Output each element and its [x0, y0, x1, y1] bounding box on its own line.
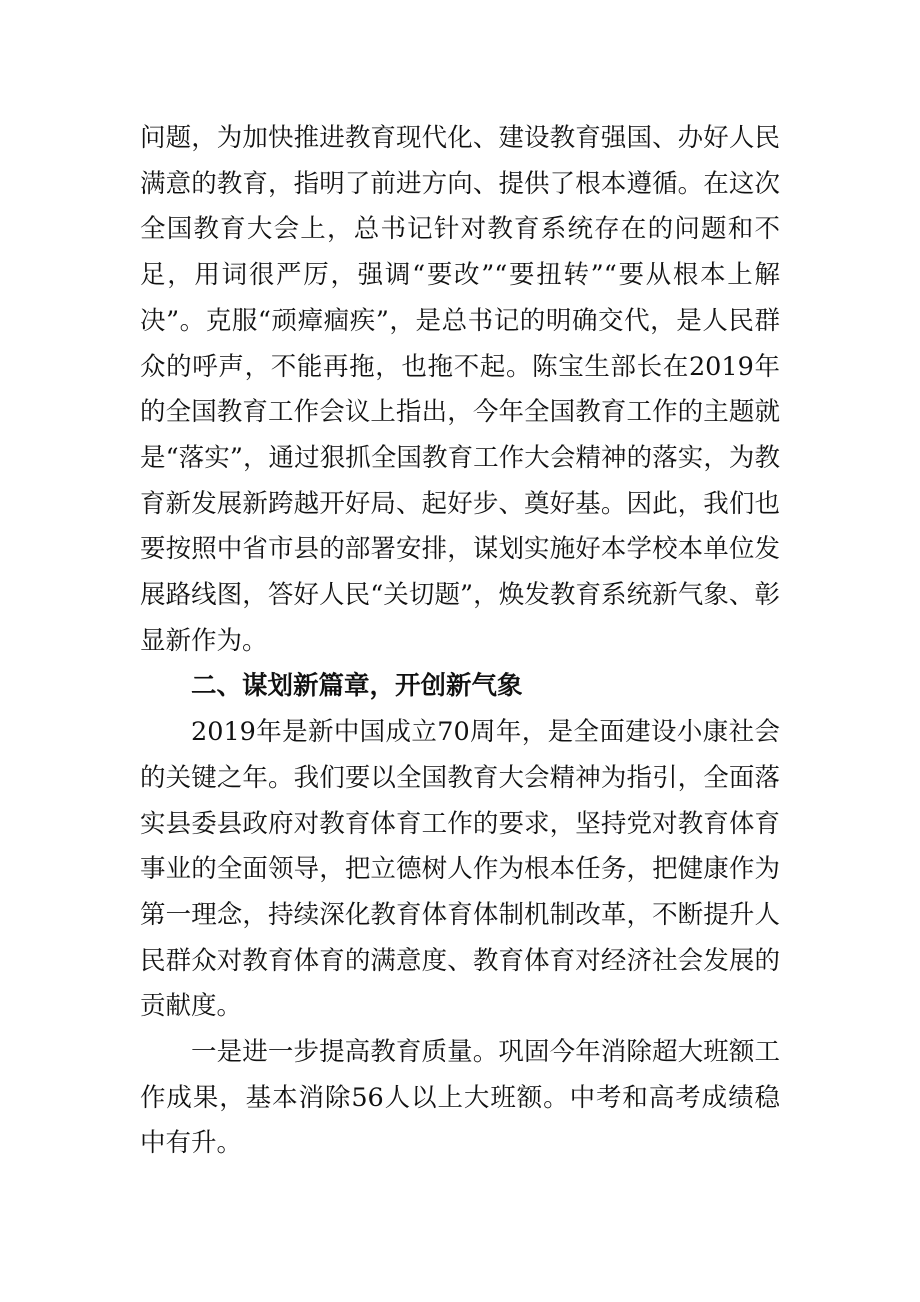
body-paragraph-continued: 问题，为加快推进教育现代化、建设教育强国、办好人民满意的教育，指明了前进方向、提供了根本遵循。在这次全国教育大会上，总书记针对教育系统存在的问题和不足，用词很严厉，强调“要改”“要扭转”“要从根本上解决”。克服“顽瘴痼疾”，是总书记的明确交代，是人民群众的呼声，不能再拖，也拖不起。陈宝生部长在2019年的全国教育工作会议上指出，今年全国教育工作的主题就是“落实”，通过狠抓全国教育工作大会精神的落实，为教育新发展新跨越开好局、起好步、奠好基。因此，我们也要按照中省市县的部署安排，谋划实施好本学校本单位发展路线图，答好人民“关切题”，焕发教育系统新气象、彰显新作为。 — [140, 123, 780, 656]
body-paragraph-2019-goals: 2019年是新中国成立70周年，是全面建设小康社会的关键之年。我们要以全国教育大会精神为指引，全面落实县委县政府对教育体育工作的要求，坚持党对教育体育事业的全面领导，把立德树人作为根本任务，把健康作为第一理念，持续深化教育体育体制机制改革，不断提升人民群众对教育体育的满意度、教育体育对经济社会发展的贡献度。 — [140, 717, 780, 1022]
body-paragraph-education-quality: 一是进一步提高教育质量。巩固今年消除超大班额工作成果，基本消除56人以上大班额。中考和高考成绩稳中有升。 — [140, 1037, 780, 1159]
section-heading: 二、谋划新篇章，开创新气象 — [191, 671, 523, 702]
document-body — [140, 116, 780, 1167]
